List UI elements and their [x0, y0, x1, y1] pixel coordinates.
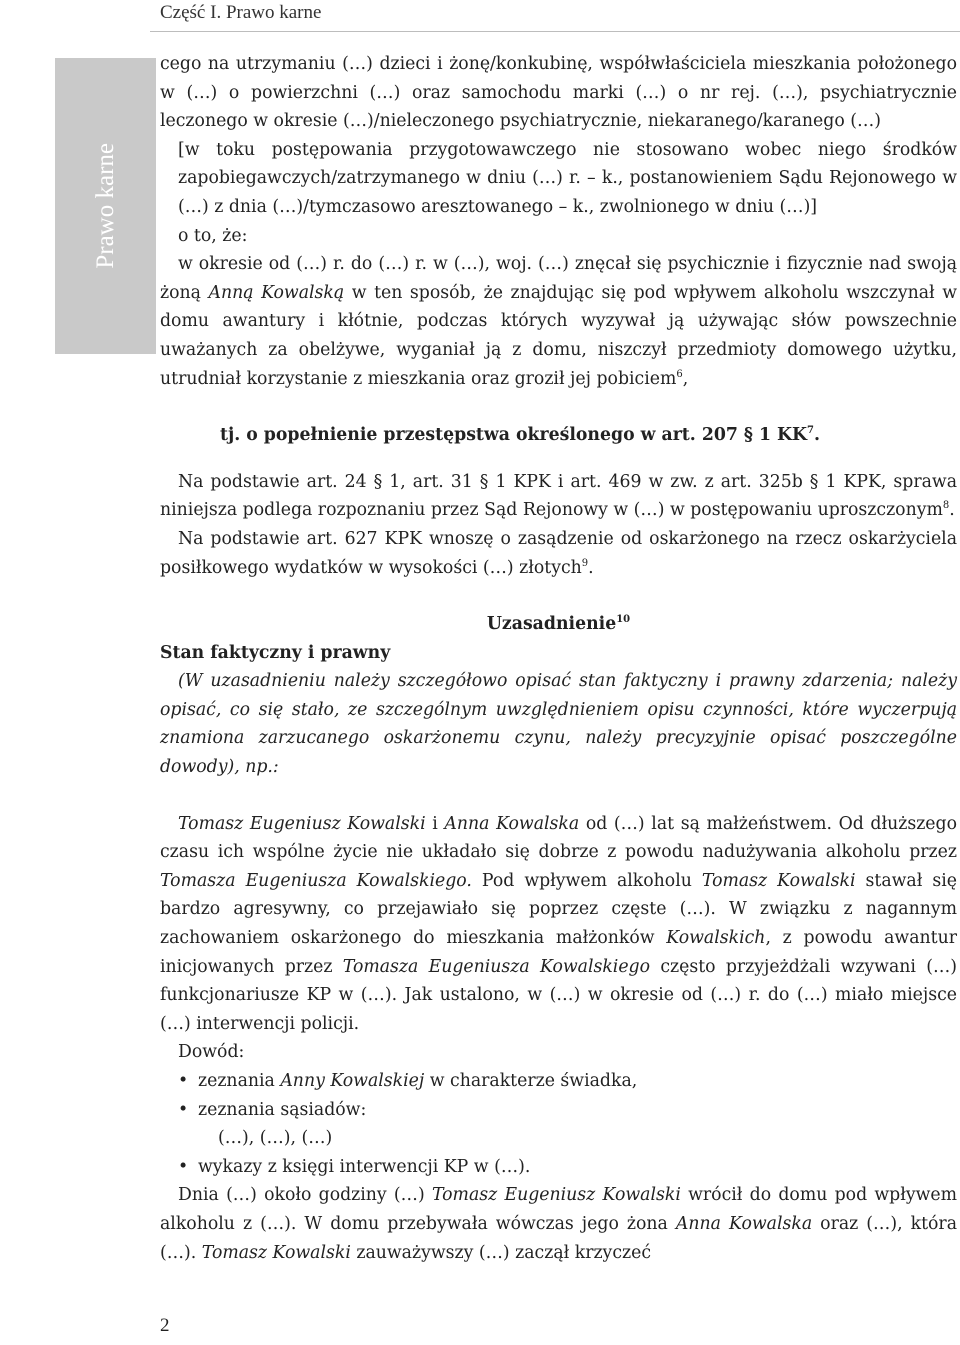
- person-name: Tomasza Eugeniusza Kowalskiego.: [160, 870, 472, 891]
- page-number: 2: [160, 1315, 170, 1336]
- person-name: Kowalskich: [666, 928, 766, 949]
- offence-qualification: [160, 421, 957, 450]
- evidence-text: wykazy z księgi interwencji KP w (…).: [198, 1156, 531, 1177]
- punctuation: .: [814, 425, 821, 446]
- charge-paragraph-1: cego na utrzymaniu (…) dzieci i żonę/konkubinę, współwłaściciela mieszkania położonego w (…) o powierzchni (…) oraz samochodu marki (…) o nr rej. (…), psychiatrycznie leczonego w okresie (…)/nieleczonego psychiatrycznie, niekaranego/karanego (…): [160, 54, 957, 132]
- charge-text: w ten sposób, że znajdując się pod wpływem alkoholu wszczynał w domu awantury i kłótnie, podczas których wyzywał ją używając słów powszechnie uważanych za obelżywe, wyganiał ją z domu, niszczył przedmioty domowego użytku, utrudniał korzystanie z mieszkania oraz groził jej pobiciem: [160, 282, 957, 389]
- facts-text: Pod wpływem alkoholu: [471, 870, 702, 891]
- facts-text: oraz (…), która (…).: [160, 1213, 957, 1263]
- facts-text: i: [425, 813, 445, 834]
- legal-basis-text: Na podstawie art. 627 KPK wnoszę o zasądzenie od oskarżonego na rzecz oskarżyciela posiłkowego wydatków w wysokości (…) złotych: [160, 528, 957, 578]
- chapter-side-tab-label: Prawo karne: [91, 143, 119, 269]
- punctuation: ,: [682, 368, 689, 389]
- person-name: Tomasza Eugeniusza Kowalskiego: [342, 956, 651, 977]
- footnote-ref: 9: [581, 557, 589, 569]
- footnote-ref: 6: [676, 368, 683, 380]
- person-name: Anna Kowalska: [675, 1213, 813, 1234]
- facts-text: stawał się bardzo agresywny, co przejawiało się poprzez częste (…). W związku z nagannym zachowaniem oskarżonego do mieszkania małżonków: [160, 870, 957, 949]
- list-item: [178, 1067, 957, 1096]
- punctuation: .: [949, 500, 955, 521]
- legal-basis-2: [160, 525, 957, 582]
- offence-text: tj. o popełnienie przestępstwa określonego w art. 207 § 1 KK: [220, 425, 808, 446]
- page-content: [160, 50, 957, 1267]
- list-item: [178, 1124, 957, 1153]
- facts-text: często przyjeżdżali wzywani (…) funkcjonariusze KP w (…). Jak ustalono, w (…) w okresie od (…) r. do (…) miało miejsce (…) interwencji policji.: [160, 956, 957, 1034]
- facts-text: od (…) lat są małżeństwem. Od dłuższego czasu ich wspólne życie nie układało się dobrze z powodu nadużywania alkoholu przez: [160, 813, 957, 863]
- person-name: Tomasz Kowalski: [201, 1242, 351, 1263]
- list-item: [178, 1153, 957, 1182]
- section-title: [160, 610, 957, 639]
- evidence-text: zeznania: [198, 1071, 281, 1091]
- chapter-side-tab: [55, 58, 156, 354]
- facts-text: zauważywszy (…) zaczął krzyczeć: [350, 1242, 652, 1263]
- evidence-text: zeznania sąsiadów:: [198, 1099, 367, 1120]
- charge-paragraph-4: [160, 250, 957, 393]
- bullet-icon: •: [178, 1099, 189, 1120]
- person-name: Tomasz Eugeniusz Kowalski: [431, 1185, 681, 1206]
- person-name: Anna Kowalska: [444, 813, 580, 834]
- running-header: Część I. Prawo karne: [160, 2, 322, 23]
- facts-paragraph: [160, 810, 957, 1039]
- person-name: Tomasz Eugeniusz Kowalski: [178, 813, 426, 834]
- subsection-title: Stan faktyczny i prawny: [160, 642, 391, 663]
- legal-basis-1: [160, 468, 957, 525]
- evidence-subtext: (…), (…), (…): [218, 1128, 333, 1149]
- evidence-text: w charakterze świadka,: [424, 1071, 638, 1091]
- facts-text: wrócił do domu pod wpływem alkoholu z (…). W domu przebywała wówczas jego żona: [160, 1185, 958, 1234]
- person-name: Tomasz Kowalski: [701, 870, 856, 891]
- footnote-ref: 7: [807, 425, 815, 437]
- section-title-text: Uzasadnienie: [486, 614, 617, 635]
- charge-text: w okresie od (…) r. do (…) r. w (…), woj. (…) znęcał się psychicznie i fizycznie nad swoją żoną: [160, 254, 957, 303]
- evidence-label: Dowód:: [178, 1042, 245, 1063]
- header-rule: [150, 31, 960, 32]
- person-name: Anny Kowalskiej: [280, 1071, 425, 1091]
- bullet-icon: •: [178, 1071, 189, 1091]
- evidence-list: [160, 1067, 957, 1181]
- charge-paragraph-3: o to, że:: [178, 225, 248, 246]
- footnote-ref: 10: [616, 614, 631, 626]
- legal-basis-text: Na podstawie art. 24 § 1, art. 31 § 1 KPK i art. 469 w zw. z art. 325b § 1 KPK, sprawa niniejsza podlega rozpoznaniu przez Sąd Rejonowy w (…) w postępowaniu uproszczonym: [160, 471, 957, 521]
- footnote-ref: 8: [942, 500, 950, 512]
- victim-name: Anną Kowalską: [208, 282, 345, 303]
- facts-text: Dnia (…) około godziny (…): [178, 1185, 432, 1206]
- charge-paragraph-2: [w toku postępowania przygotowawczego nie stosowano wobec niego środków zapobiegawczych/zatrzymanego w dniu (…) r. – k., postanowieniem Sądu Rejonowego w (…) z dnia (…)/tymczasowo aresztowanego – k., zwolnionego w dniu (…)]: [178, 139, 957, 217]
- list-item: [178, 1096, 957, 1125]
- drafting-instruction: (W uzasadnieniu należy szczegółowo opisać stan faktyczny i prawny zdarzenia; należy opisać, co się stało, ze szczególnym uwzględnieniem opisu czynności, które wyczerpują znamiona zarzucanego oskarżonemu czynu, należy precyzyjnie opisać poszczególne dowody), np.:: [160, 671, 957, 778]
- punctuation: .: [588, 557, 594, 578]
- facts-paragraph: [160, 1181, 957, 1267]
- facts-text: , z powodu awantur inicjowanych przez: [160, 928, 957, 977]
- bullet-icon: •: [178, 1156, 189, 1177]
